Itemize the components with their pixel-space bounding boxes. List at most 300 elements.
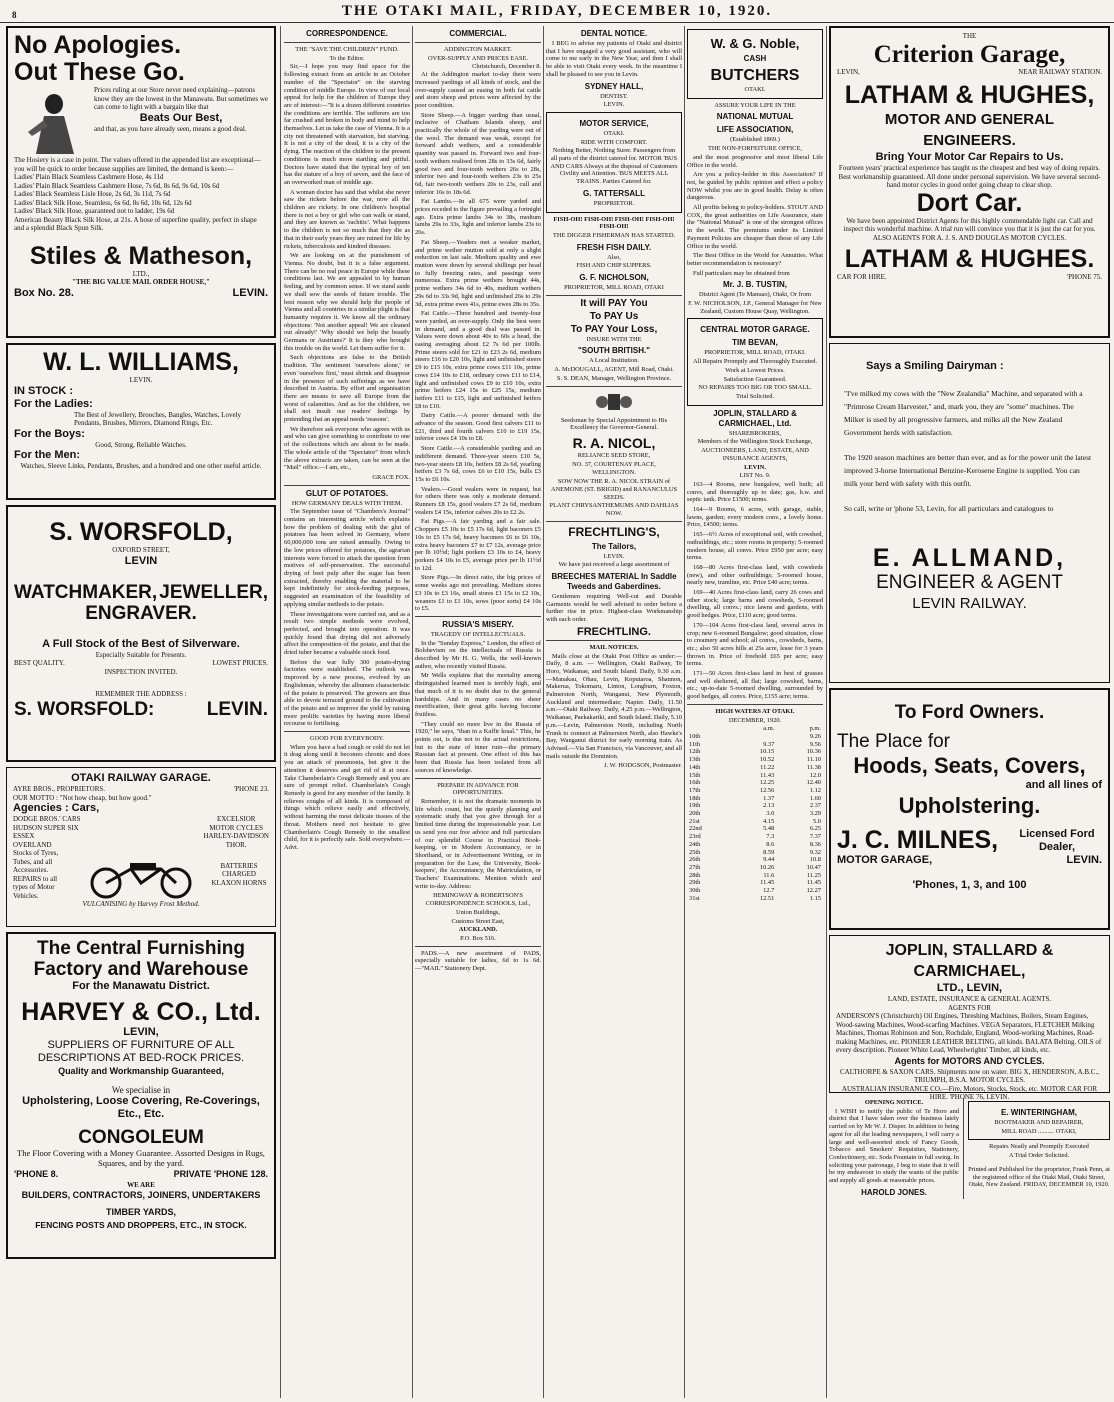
article-paragraph: Vealers.—Good vealers were in request, but for others there was only a moderate demand. Runners £8 15s, good vealers £7 2s 6d, medium vealers £4 15s, inferior calves 20s to £2 2s. <box>415 485 541 516</box>
hosiery-item: Ladies' Plain Black Seamless Cashmere Hose, 7s 6d, 8s 6d, 9s 6d, 10s 6d <box>14 181 220 190</box>
table-cell: 11.45 <box>760 879 775 887</box>
congoleum-desc: The Floor Covering with a Money Guarantee. Assorted Designs in Rugs, Squares, and by the yard. <box>17 1147 265 1168</box>
dental-body: I BEG to advise my patients of Otaki and district that I have engaged a very good assistant, who will come to me early in the New Year, and then I shall be able to visit Otaki every week. In the meantime I shall be pleased to see you in Levin. <box>546 40 682 78</box>
worsfold-town: LEVIN <box>124 554 158 567</box>
congoleum: CONGOLEUM <box>78 1126 204 1148</box>
jsc-line-3: Members of the Wellington Stock Exchange, <box>697 438 813 446</box>
firm-name: Stiles & Matheson, <box>29 241 253 270</box>
table-cell: 29th <box>689 879 701 887</box>
garage-klaxon: KLAXON HORNS <box>211 878 267 887</box>
table-row <box>687 787 823 795</box>
table-row <box>687 741 823 749</box>
jsc-insurance: AUSTRALIAN INSURANCE CO.—Fire, Motors, Stocks, Stock, etc. MOTOR CAR FOR HIRE. 'PHONE 76, LEVIN. <box>841 1084 1098 1101</box>
harvey-firm: HARVEY & CO., Ltd. <box>21 998 261 1026</box>
nmla-nonforf: THE NON-FORFEITURE OFFICE, <box>708 145 802 153</box>
hosiery-item: American Beauty Black Silk Hose, at 21s. A hose of superfine quality, perfect in shape and a splendid Black Spun Silk. <box>14 215 257 232</box>
table-cell: 10.47 <box>806 863 821 871</box>
listing: 170—104 Acres first-class land, several acres in crop; new 6-roomed Bungalow; good situation, close to creamery and school; all convs., cowsheds, barns, etc.; also 50 acres hills at 25s acre, lease for 3 years thrown in. Price of freehold £65 per acre; easy terms. <box>687 621 823 668</box>
williams-men: For the Men: <box>14 449 80 461</box>
dairyman-heading: Says a Smiling Dairyman : <box>866 360 1004 372</box>
bevan-prices: Work at Lowest Prices. <box>725 366 785 374</box>
garage-agencies: Agencies : Cars, <box>13 802 100 814</box>
hosiery-item: Ladies' Black Silk Hose, Seamless, 6s 6d, 8s 6d, 10s 6d, 12s 6d <box>14 198 192 207</box>
table-cell: 25th <box>689 848 701 856</box>
article-title: ADDINGTON MARKET. <box>444 46 512 53</box>
criterion-exp: Fourteen years' practical experience has taught us the cheapest and best way of doing repairs. <box>838 164 1101 172</box>
article-paragraph: Remember, it is not the dramatic moments in life which count, but the quietly planning and systematic study that you give through for a limited time during the impressionable year. Let us send you our free advice and full particulars of our splendid Course in Practical Book-keeping, or in Modern Accountancy, or in Shorthand, or in Advertisement Writing, or in preparation for the Law, the University, Book-keepers', the Accountancy, the Matriculation, or Teachers' Examinations. Mention which and write to-day. Address: <box>415 797 541 890</box>
table-cell: 3.0 <box>766 810 775 818</box>
table-row <box>687 764 823 772</box>
fish-banner: FISH-OH! FISH-OH! FISH-OH! FISH-OH! FISH-OH! <box>553 215 675 231</box>
table-row <box>687 841 823 849</box>
all-lines: and all lines of <box>1025 779 1102 791</box>
ad-title-2: Out These Go. <box>14 58 185 86</box>
article-paragraph: Store Cattle.—A considerable yarding and an indifferent demand. Three-year steers £10 5s, two-year steers £8 10s, heifers £8 2s 6d, yearling heifers £3 7s 6d, cows £6 to £10 15s, bulls £3 15s to £6 10s. <box>415 445 541 483</box>
article-heading: GLUT OF POTATOES. <box>305 488 389 498</box>
allmand-ad <box>829 343 1110 683</box>
motor-service-body: Nothing Better, Nothing Surer. Passengers from all parts of the district catered for. MOTOR 'BUS AND CARS Always at the disposal of Customers Civility and Attention. 'BUS MEETS ALL TRAINS. Parties Catered for. <box>550 147 678 186</box>
motor-service-title: MOTOR SERVICE, <box>579 118 649 128</box>
nmla-title-2: LIFE ASSOCIATION, <box>716 125 794 135</box>
agency-item: MOTOR CYCLES <box>209 823 264 832</box>
table-cell: 12.0 <box>809 771 821 779</box>
insure-line: INSURE WITH THE <box>586 335 642 343</box>
table-row <box>687 748 823 756</box>
criterion-garage-ad <box>829 26 1110 338</box>
jsc-title: JOPLIN, STALLARD & CARMICHAEL, <box>885 942 1054 980</box>
milnes-town: LEVIN. <box>1066 854 1102 866</box>
table-cell: 4.15 <box>763 817 775 825</box>
table-cell: 11.10 <box>806 756 821 764</box>
article-paragraph: Fat Cattle.—Three hundred and twenty-four were yarded, an over-supply. Only the best were in demand, and a good deal was passed in. Values were down about 40s to 60s a head, the easing averaging about £2 7s 6d per 100lb. Prime steers sold for £21 to £23 2s 6d, medium steers £16 to £20 10s, light and unfinished steers £9 to £15 10s, extra prime cows £11 10s, prime cows £14 10s to £18, ordinary cows £11 to £14, light and unfinished cows £9 to £10 10s, extra prime heifers £24 15s to £25 15s, medium heifers £11 to £15, light and unfinished heifers £8 to £10. <box>415 310 541 410</box>
opening-heading: OPENING NOTICE. <box>864 1099 924 1106</box>
table-row <box>687 802 823 810</box>
table-row <box>687 833 823 841</box>
insurance-agent: A. McDOUGALL, AGENT, Mill Road, Otaki. <box>554 366 674 374</box>
williams-name: W. L. WILLIAMS, <box>43 348 239 376</box>
table-row <box>687 872 823 880</box>
nicholson-desc: F. W. NICHOLSON, J.P., General Manager for New Zealand, Custom House Quay, Wellington. <box>688 300 822 315</box>
harvey-lines: Upholstering, Loose Covering, Re-Coverings, Etc., Etc. <box>22 1094 260 1120</box>
table-row <box>687 895 823 903</box>
tides-heading: HIGH WATERS AT OTAKI. <box>715 707 795 715</box>
table-cell: 8.6 <box>766 840 775 848</box>
criterion-town: LEVIN, <box>837 67 860 76</box>
milnes-name: J. C. MILNES, <box>837 826 999 854</box>
jsc-agents-ad <box>829 935 1110 1101</box>
worsfold-street: OXFORD STREET, <box>112 546 170 554</box>
article-heading: GOOD FOR EVERYBODY. <box>310 735 384 743</box>
agency-item: DODGE BROS.' CARS <box>13 815 81 823</box>
jsc-cycles-2: CALTHORPE & SAXON CARS. Shipments now on water. BIG X, HENDERSON, A.B.C., TRIUMPH, B.S.A. MOTOR CYCLES. <box>840 1067 1099 1084</box>
mail-notices-body: Mails close at the Otaki Post Office as under:— Daily, 8 a.m. — Wellington, Otaki Railway, Te Horo, Waikanae, and South Island. Daily, 9.30 a.m.—Manakau, Ohau, Levin, Koputaroa, Shannon, Makerua, Tokomaru, Linton, Longburn, Foxton, Palmerston North, Wanganui, New Plymouth, Auckland and intermediate; Napier. Daily, 11.50 a.m.—Otaki Railway. Daily, 4.25 p.m.—Wellington, Waikanae, Paekakariki, and South Island. Daily, 5.10 p.m.—Levin, Palmerston North, including North Trunk to connect at Palmerston North, also Hawke's Bay, Wanganui district for early morning train. As Advised.—Via San Francisco, via Vancouver, and all mails outside the Dominion. <box>546 652 682 760</box>
pay-line-2: To PAY Us <box>589 310 639 322</box>
jsc-agents-line: LAND, ESTATE, INSURANCE & GENERAL AGENTS. <box>887 995 1052 1003</box>
table-cell: 11.22 <box>760 763 775 771</box>
worsfold-presents: Especially Suitable for Presents. <box>95 650 187 659</box>
noble-name: W. & G. Noble, <box>710 36 800 51</box>
table-row <box>687 810 823 818</box>
article-paragraph: We therefore ask everyone who agrees with us and who can give something to contribute to one of the collections which are about to be made. The whole article of the "Spectator" from which the above extracts are taken, can be seen at the "Mail" office.—I am, etc., <box>284 425 410 472</box>
table-cell: 13th <box>689 756 701 764</box>
table-cell: 12.40 <box>806 779 821 787</box>
harvey-trade: BUILDERS, CONTRACTORS, JOINERS, UNDERTAKERS <box>21 1190 261 1200</box>
dairyman-paragraph: So call, write or 'phone 53, Levin, for all particulars and catalogues to <box>844 504 1054 513</box>
table-cell: 12.25 <box>759 779 775 787</box>
garage-name: OTAKI RAILWAY GARAGE. <box>71 772 211 784</box>
ad-tail: and that, as you have already seen, means a good deal. <box>94 124 247 133</box>
masthead-title: THE OTAKI MAIL, FRIDAY, DECEMBER 10, 1920. <box>341 3 773 19</box>
table-cell: 9.32 <box>809 848 821 856</box>
table-cell: 28th <box>689 871 701 879</box>
williams-town: LEVIN. <box>129 376 153 384</box>
frechtling-body: We have just received a large assortment of <box>558 561 670 569</box>
article-paragraph: Store Sheep.—A bigger yarding than usual, inclusive of Chatham Islands sheep, and practically the whole of the yarding were out of the wool. The demand was weak, except for forward adult wethers, and a considerable quantity was passed in. Forward two and four-tooth wethers realised from 28s to 33s 6d, fairly good two and four-tooth wethers 26s to 28s, inferior two and four-tooth wethers 23s to 25s 6d, fair two-tooth wethers 20s to 23s, cull and inferior 16s to 18s 6d. <box>415 111 541 196</box>
harvey-phone-2: PRIVATE 'PHONE 128. <box>173 1168 268 1179</box>
jsc-ltd: LTD., LEVIN, <box>936 982 1003 994</box>
criterion-the: THE <box>962 32 977 40</box>
article-paragraph: Such objections are false to the British tradition. The sentiment 'ourselves alone,' or even 'ourselves first,' must shrink and disappear in the presence of such sufferings as we have described in Austria. By effort and organisation there are means to save all Europe from the worst of calamities. And as for the children, we shall not insult our readers' feelings by pretending that an appeal needs 'reasons'. <box>284 354 410 424</box>
firm-motto: "THE BIG VALUE MAIL ORDER HOUSE," <box>72 278 210 286</box>
tides-col: a.m. <box>763 725 775 733</box>
worsfold-remember: REMEMBER THE ADDRESS : <box>95 690 187 698</box>
article-paragraph: Dairy Cattle.—A poorer demand with the advance of the season. Good first calvers £11 to £21, third and fourth calvers £10 to £19 15s, inferior cows £4 10s to £8. <box>415 412 541 443</box>
criterion-also: ALSO AGENTS FOR A. J. S. AND DOUGLAS MOTOR CYCLES. <box>872 233 1067 242</box>
bevan-name: TIM BEVAN, <box>732 338 778 348</box>
article-paragraph: Fat Lambs.—In all 675 were yarded and prices receded to the figure prevailing a fortnight ago. Extra prime lambs 34s to 38s, medium lambs 29s to 33s, light and inferior lambs 23s to 26s. <box>415 198 541 237</box>
winteringham-ad <box>968 1101 1110 1140</box>
dairyman-paragraph: The 1920 season machines are better than ever, and as for the power unit the latest improved 3-horse International Benzine-Kerosene Engine is supplied. You can milk your herd with safety with this outfit. <box>844 453 1092 488</box>
nicol-name: R. A. NICOL, <box>572 434 656 451</box>
column-5 <box>687 26 823 1398</box>
nicol-sow: SOW NOW THE R. A. NICOL STRAIN of ANEMONE (ST. BRIGID) and RANANCULUS SEEDS. <box>550 478 678 501</box>
worsfold-name: S. WORSFOLD, <box>49 518 233 546</box>
south-british: "SOUTH BRITISH." <box>577 346 651 356</box>
bevan-prop: PROPRIETOR, MILL ROAD, OTAKI. <box>704 349 806 357</box>
frechtling-sub: The Tailors, <box>591 541 637 551</box>
school-name: HEMINGWAY & ROBERTSON'S CORRESPONDENCE SCHOOLS, Ltd., <box>425 892 531 908</box>
cmg-title: CENTRAL MOTOR GARAGE. <box>700 325 810 335</box>
fish-daily: FRESH FISH DAILY. <box>576 242 652 252</box>
motor-service-town: OTAKI. <box>603 129 625 137</box>
table-cell: 2.37 <box>809 802 821 810</box>
fish-owner: G. F. NICHOLSON, <box>579 273 649 283</box>
worsfold-trade-2: JEWELLER, <box>159 581 268 603</box>
harvey-spec: We specialise in <box>111 1085 171 1095</box>
table-cell: 11th <box>689 740 701 748</box>
table-cell: 22nd <box>689 825 702 833</box>
table-cell: 1.12 <box>809 786 821 794</box>
motor-engineers: MOTOR AND GENERAL ENGINEERS. <box>884 111 1055 149</box>
jsc-line-2: SHAREBROKERS, <box>728 429 782 437</box>
motor-service-ride: RIDE WITH COMFORT. <box>580 138 648 146</box>
worsfold-trade-3: ENGRAVER. <box>85 602 197 624</box>
car-hire: CAR FOR HIRE. <box>837 273 887 281</box>
table-row <box>687 849 823 857</box>
postmaster: J. W. HODGSON, Postmaster. <box>604 762 682 770</box>
table-row <box>687 825 823 833</box>
milnes-ad <box>829 688 1110 930</box>
stiles-matheson-ad <box>6 26 276 338</box>
agency-item: ESSEX <box>13 832 35 840</box>
table-cell: 8.59 <box>763 848 775 856</box>
table-cell: 16th <box>689 779 701 787</box>
garage-phone: 'PHONE 23. <box>233 785 269 793</box>
jsc-line-4: AUCTIONEERS, LAND, ESTATE, AND INSURANCE AGENTS, <box>701 447 809 462</box>
table-cell: 30th <box>689 887 701 895</box>
table-cell: 5.0 <box>813 817 821 825</box>
table-cell: 8.36 <box>809 840 821 848</box>
table-row <box>687 725 823 733</box>
bevan-no-repairs: NO REPAIRS TOO BIG OR TOO SMALL. <box>698 384 812 392</box>
dentist-town: LEVIN. <box>603 101 625 109</box>
criterion-phone: 'PHONE 75. <box>1066 273 1102 281</box>
table-cell: 11.43 <box>760 771 775 779</box>
garage-tyres: Stocks of Tyres, Tubes, and all Accessories. <box>13 849 59 874</box>
school-building: Union Buildings, <box>455 908 501 916</box>
ford-dealer: Licensed Ford Dealer, <box>1019 828 1095 853</box>
table-cell: 10th <box>689 733 701 740</box>
bring-repairs: Bring Your Motor Car Repairs to Us. <box>875 151 1064 163</box>
listing: 165—6½ Acres of exceptional soil, with cowshed, outbuildings, etc.; store rooms in property; 5-roomed modern house, all convs. Price £950 per acre; easy terms. <box>687 531 823 562</box>
article-paragraph: At the Addington market to-day there were increased yardings of all kinds of stock, and the over-supply caused an easing in both fat cattle and store sheep and prices were affected by the poor condition. <box>415 71 541 109</box>
dort-car: Dort Car. <box>916 188 1023 217</box>
ad-title-1: No Apologies. <box>14 31 182 59</box>
garage-batteries: BATTERIES CHARGED <box>220 861 258 879</box>
railway-garage-ad <box>6 767 276 927</box>
worsfold-trade-1: WATCHMAKER, <box>14 581 158 603</box>
nmla-assure: ASSURE YOUR LIFE IN THE <box>714 101 796 109</box>
nmla-est: (Established 1869.) <box>730 136 780 144</box>
pads-notice: PADS.—A new assortment of PADS, especially suitable for ladies, 6d to 1s 6d.—"MAIL" Stationery Dept. <box>415 949 541 973</box>
table-cell: 1.60 <box>809 794 821 802</box>
latham-hughes-2: LATHAM & HUGHES. <box>844 245 1095 273</box>
article-paragraph: A woman doctor has said that whilst she never saw the rickets before the war, now all the children are rickety. In one children's hospital there is not a boy or girl who can walk or stand, and they are known as 'rachitic'. What happens to the children is not so much that they die as that in their early years they are ruined for life by rickets, tuberculosis and kindred diseases. <box>284 188 410 250</box>
worsfold-quality: BEST QUALITY. <box>14 659 65 667</box>
motor-service-name: G. TATTERSALL <box>583 188 645 198</box>
pay-line-1: It will PAY You <box>580 297 648 309</box>
tides-table <box>687 725 823 902</box>
worsfold-prices: LOWEST PRICES. <box>212 659 268 667</box>
agency-item: HARLEY-DAVIDSON <box>203 832 269 840</box>
harvey-town: LEVIN, <box>123 1026 159 1038</box>
column-1 <box>6 26 276 1398</box>
motorcycle-illustration <box>86 851 196 899</box>
firm-ltd: LTD., <box>132 269 150 278</box>
table-cell: 27th <box>689 863 701 871</box>
fish-also: Also, <box>607 253 621 261</box>
central-garage-ad <box>687 318 823 405</box>
table-row <box>687 733 823 741</box>
worsfold-invite: INSPECTION INVITED. <box>104 667 178 676</box>
motor-service-ad <box>546 112 682 213</box>
garage-vulcanising: VULCANISING by Harvey Frost Method. <box>82 900 200 908</box>
bevan-satisfaction: Satisfaction Guaranteed. <box>723 375 787 383</box>
williams-boys: For the Boys: <box>14 427 85 440</box>
dort-body: We have been appointed District Agents for this highly commendable light car. Call and inspect this wonderful machine. A trial run will convince you that it is just the car for you. <box>843 216 1096 233</box>
table-cell: 12.51 <box>759 894 775 902</box>
article-paragraph: Sir,—I hope you may find space for the following extract from an article in an October number of the "Spectator" on the starving condition of middle Europe. In view of our local appeal for help for the children of Europe they are of interest:—"It is a dozen different countries the conditions are terrible. The sufferers are too far crushed and broken in body and mind to help themselves. Let us take the case of Vienna. It is a city not threatened with starvation, but starving. It is not a city of the dead, it is a city of the dying. The reaction of the children to the present conditions is much more startling and pitiful. Doctors have stated that the typical boy of ten has the stature of a boy of seven, and the face of an overworked man of middle age. <box>284 63 410 186</box>
williams-boys-items: Good, Strong, Reliable Watches. <box>95 440 187 449</box>
jsc-line-5: LEVIN. <box>744 463 766 471</box>
jsc-list: LIST No. 9. <box>739 472 771 480</box>
garage-owner: AYRE BROS., PROPRIETORS. <box>13 785 106 793</box>
table-cell: 11.38 <box>806 763 821 771</box>
allmand-name: E. ALLMAND, <box>872 544 1067 572</box>
agency-item: HUDSON SUPER SIX <box>13 823 79 832</box>
listing: 164—9 Rooms, 6 acres, with garage, stable, lawns, garden; every modern conv., a lovely home. Price, £4500; terms. <box>687 506 823 529</box>
article-heading: RUSSIA'S MISERY. <box>442 619 514 629</box>
worsfold-ad <box>6 505 276 762</box>
table-cell: 10.8 <box>809 856 821 864</box>
table-row <box>687 864 823 872</box>
article-title: THE "SAVE THE CHILDREN" FUND. <box>295 46 399 53</box>
williams-stock: IN STOCK : <box>14 384 74 397</box>
jsc-name: JOPLIN, STALLARD & CARMICHAEL, Ltd. <box>713 408 797 428</box>
harvey-timber: TIMBER YARDS, <box>105 1207 176 1217</box>
bevan-trial: Trial Solicited. <box>735 392 775 400</box>
nmla-paragraph: All profits belong to policy-holders. STOUT AND COX, the great authorities on Life Assurance, state the "National Mutual" is one of the strongest offices in the world. The premiums under its Limited Payment Policies are cheaper than those of any Life Office in the world. <box>687 204 823 250</box>
dentist-title: DENTIST. <box>600 92 628 100</box>
article-dateline: Christchurch, December 8. <box>472 63 541 71</box>
allmand-town: LEVIN RAILWAY. <box>912 595 1027 612</box>
imprint: Printed and Published for the proprietor, Frank Penn, at the registered office of the Otaki Mail, Otaki Street, Otaki, New Zealand. FRIDAY, DECEMBER 10, 1920. <box>968 1165 1110 1189</box>
tustin-name: Mr. J. B. TUSTIN, <box>722 280 787 290</box>
firm-box: Box No. 28. <box>14 286 74 299</box>
table-row <box>687 887 823 895</box>
article-paragraph: Mr Wells explains that the mortality among distinguished learned men is terribly high, and that much of it is no doubt due to the general hardships. And in many cases no sheer mortification, their great gifts having become fruitless. <box>415 672 541 718</box>
table-cell: 10.36 <box>806 748 821 756</box>
article-to: To the Editor. <box>329 54 365 62</box>
hosiery-item: Ladies' Black Seamless Lisle Hose, 2s 6d, 3s 11d, 7s 6d <box>14 190 171 198</box>
article-paragraph: These investigations were carried out, and as a result two simple methods were evolved, perfected, and brought into operation. It was quickly found that drying did not adversely affect the composition of the potato, and that the dried tuber became a valuable stock food. <box>284 610 410 657</box>
ad-intro: Prices ruling at our Store never need explaining—patrons know they are the lowest in the Manawatu. But sometimes we can come to light with a bargain like that <box>94 86 268 111</box>
listing: 168—80 Acres first-class land, with cowsheds (new), and other outbuildings; 5-roomed house, nearly new, tramline, etc. Price £40 acre; terms. <box>687 563 823 587</box>
nicol-address: NO. 37, COURTENAY PLACE, <box>572 460 656 468</box>
harvey-for: For the Manawatu District. <box>72 980 210 992</box>
table-cell: 9.37 <box>763 740 775 748</box>
nmla-paragraph: and the most progressive and most liberal Life Office in the world. <box>687 153 823 169</box>
nicol-appointment: Seedsman by Special Appointment to His Excellency the Governor-General. <box>560 416 668 432</box>
harvey-ad <box>6 932 276 1259</box>
table-cell: 26th <box>689 856 701 864</box>
nicol-plant: PLANT CHRYSANTHEMUMS AND DAHLIAS NOW. <box>549 502 679 517</box>
table-cell: 7.3 <box>766 833 775 841</box>
article-paragraph: Fat Sheep.—Yeaders met a weaker market, and prime wether mutton sold at only a slight reduction on last sale. Medium quality and ewe mutton were down by several shillings per head to fully freezing rates, and passings were numerous. Extra prime wethers brought 44s, prime wethers 34s 6d to 40s, medium wethers 29s 6d to 33s 9d, light and unfinished 26s to 29s 3d, extra prime ewes 41s, prime ewes 28s to 35s. <box>415 238 541 308</box>
article-subheading: TRAGEDY OF INTELLECTUALS. <box>430 630 526 638</box>
table-cell: 15th <box>689 771 701 779</box>
page-number: 8 <box>12 10 19 20</box>
dentist-name: SYDNEY HALL, <box>584 81 644 91</box>
article-paragraph: We are looking on at the punishment of Vienna. No doubt, but it is a false argument. There can be no real peace in Europe while these conditions last. We are appealed to by human feeling, and by common sense. If we stand aside we shall sow the seeds of future trouble. The best reason why we should help the people of Vienna and all countries in a similar plight is that humanity requires it. We know all the ordinary objections: 'Not another appeal! We are cleaned out already!' 'Why should we help the beastly Germans or Austrians?' It is they who brought this trouble on the world. Let them suffer for it. <box>284 252 410 352</box>
opening-body: I WISH to notify the public of Te Horo and district that I have taken over the business lately carried on by Mr W. J. Disper. In addition to being agent for all the leading newspapers, I will carry a large and well-assorted stock of Fancy Goods, Tobacco and Smokers' Requisites, Stationery, Confectionery, etc. Soda Fountain in full swing. In soliciting your patronage, I beg to state that it will be my endeavour to study the wants of the public and supply all goods at reasonable prices. <box>829 1107 959 1185</box>
breeches-material: BREECHES MATERIAL In Saddle Tweeds and Gaberdines. <box>551 572 677 592</box>
worsfold-stock: A Full Stock of the Best of Silverware. <box>42 637 240 650</box>
pay-line-3: To PAY Your Loss, <box>570 323 658 335</box>
nicol-store: RELIANCE SEED STORE, <box>577 451 651 459</box>
worsfold-sig-1: S. WORSFOLD: <box>14 698 155 720</box>
table-cell: 11.6 <box>763 871 775 879</box>
williams-men-items: Watches, Sleeve Links, Pendants, Brushes, and a hundred and one other useful article. <box>20 462 262 470</box>
table-cell: 11.25 <box>806 871 821 879</box>
hosiery-item: Ladies' Plain Black Seamless Cashmere Hose, 4s 11d <box>14 173 164 181</box>
table-cell: 31st <box>689 894 700 902</box>
column-3 <box>415 26 541 1398</box>
table-row <box>687 795 823 803</box>
table-cell: 17th <box>689 786 701 794</box>
williams-ladies: For the Ladies: <box>14 397 93 410</box>
table-cell: 10.15 <box>759 748 775 756</box>
table-cell: 10.26 <box>759 863 775 871</box>
firm-town: LEVIN. <box>232 286 268 299</box>
jsc-cycles: Agents for MOTORS AND CYCLES. <box>894 1055 1045 1066</box>
winteringham-addr: MILL ROAD .......... OTAKI, <box>1001 1127 1077 1135</box>
table-row <box>687 756 823 764</box>
table-cell: 23rd <box>689 833 701 841</box>
agency-item: OVERLAND <box>13 840 52 849</box>
article-paragraph: In the "Sunday Express," London, the effect of Bolshevism on the intellectuals of Russia is described by Mr H. G. Wells, the well-known author, who recently visited Russia. <box>415 639 541 670</box>
table-cell: 1.15 <box>809 894 821 902</box>
upholstering: Upholstering. <box>898 793 1041 818</box>
opening-notice <box>829 1098 959 1199</box>
school-street: Customs Street East, <box>451 917 505 925</box>
winteringham-repairs: Repairs Neatly and Promptly Executed <box>989 1143 1089 1151</box>
table-cell: 6.25 <box>809 825 821 833</box>
article-paragraph: Before the war fully 300 potato-drying factories were established. The outlook was improved by a new process, evolved by an Englishman, whereby the albumen characteristic of the potato is preserved. The growers are thus able to devote terraced ground to the cultivation of the potato and so improve the yield by raising more prolific varieties by having more liberal recourse to fertilising. <box>284 658 410 728</box>
place-for: The Place for <box>837 731 950 752</box>
fish-suppers: FISH AND CHIP SUPPERS. <box>576 262 652 270</box>
tides-month: DECEMBER, 1920. <box>728 716 782 724</box>
mail-notices-heading: MAIL NOTICES. <box>589 643 639 651</box>
local-institution: A Local Institution. <box>589 357 639 365</box>
table-cell: 7.37 <box>809 833 821 841</box>
agency-item: THOR. <box>225 840 247 849</box>
table-cell: 5.48 <box>763 825 775 833</box>
table-cell: 12th <box>689 748 701 756</box>
agency-item: EXCELSIOR <box>216 815 256 823</box>
nmla-paragraph: Are you a policy-holder in this Association? If not, be guided by public opinion and effect a policy NOW whilst you are in good health. Delay is often dangerous. <box>687 171 823 202</box>
allmand-title: ENGINEER & AGENT <box>876 572 1063 593</box>
latham-hughes: LATHAM & HUGHES, <box>844 81 1095 109</box>
jsc-agents-for: AGENTS FOR <box>948 1003 991 1012</box>
listing: 169—40 Acres first-class land, carry 26 cows and other stock; large barns and cowsheds, 5-roomed dwelling, all convs.; nice lawns and gardens, with good hedges. Price, £110 acre; good terms. <box>687 589 823 620</box>
dental-heading: DENTAL NOTICE. <box>580 29 648 38</box>
harvey-are: WE ARE <box>127 1180 155 1189</box>
listing: 171—50 Acres first-class land in best of grasses and well sheltered, all flat; large cowshed, barns, etc.; up-to-date 5-roomed dwelling, surrounded by good hedges, all convs. Price, £155 acre; terms. <box>687 670 823 701</box>
table-cell <box>730 733 777 741</box>
table-cell: 18th <box>689 794 701 802</box>
section-heading: CORRESPONDENCE. <box>306 29 388 38</box>
garage-motto: OUR MOTTO : "Not how cheap, but how good." <box>13 793 152 802</box>
winteringham-name: E. WINTERINGHAM, <box>1001 1108 1077 1117</box>
williams-ladies-items: The Best of Jewellery, Brooches, Bangles, Watches, Lovely Pendants, Brushes, Mirrors, Diamond Rings, Etc. <box>74 410 242 427</box>
hosiery-item: Ladies' Black Silk Hose, guaranteed not to ladder, 19s 6d <box>14 207 175 215</box>
motor-service-prop: PROPRIETOR. <box>593 199 635 207</box>
frechtling-body-2: Gentlemen requiring Well-cut and Durable Garments would be well advised to order before a further rise in price. Highest-class Workmanship with each order. <box>546 593 682 624</box>
noble-butchers: BUTCHERS <box>710 67 800 84</box>
column-6 <box>829 26 1110 1398</box>
ad-slogan: Beats Our Best, <box>139 111 223 124</box>
tustin-desc: District Agent (Te Manuao), Otaki, Or from <box>698 291 812 299</box>
tides-col: p.m. <box>809 725 821 733</box>
table-cell: 10.52 <box>759 756 775 764</box>
table-cell: 1.37 <box>763 794 775 802</box>
table-cell: 9.56 <box>809 740 821 748</box>
harvey-fencing: FENCING POSTS AND DROPPERS, ETC., IN STOCK. <box>35 1220 247 1230</box>
table-cell: 24th <box>689 840 701 848</box>
criterion-near: NEAR RAILWAY STATION. <box>1018 67 1102 76</box>
article-subheading: HOW GERMANY DEALS WITH THEM. <box>291 499 403 507</box>
